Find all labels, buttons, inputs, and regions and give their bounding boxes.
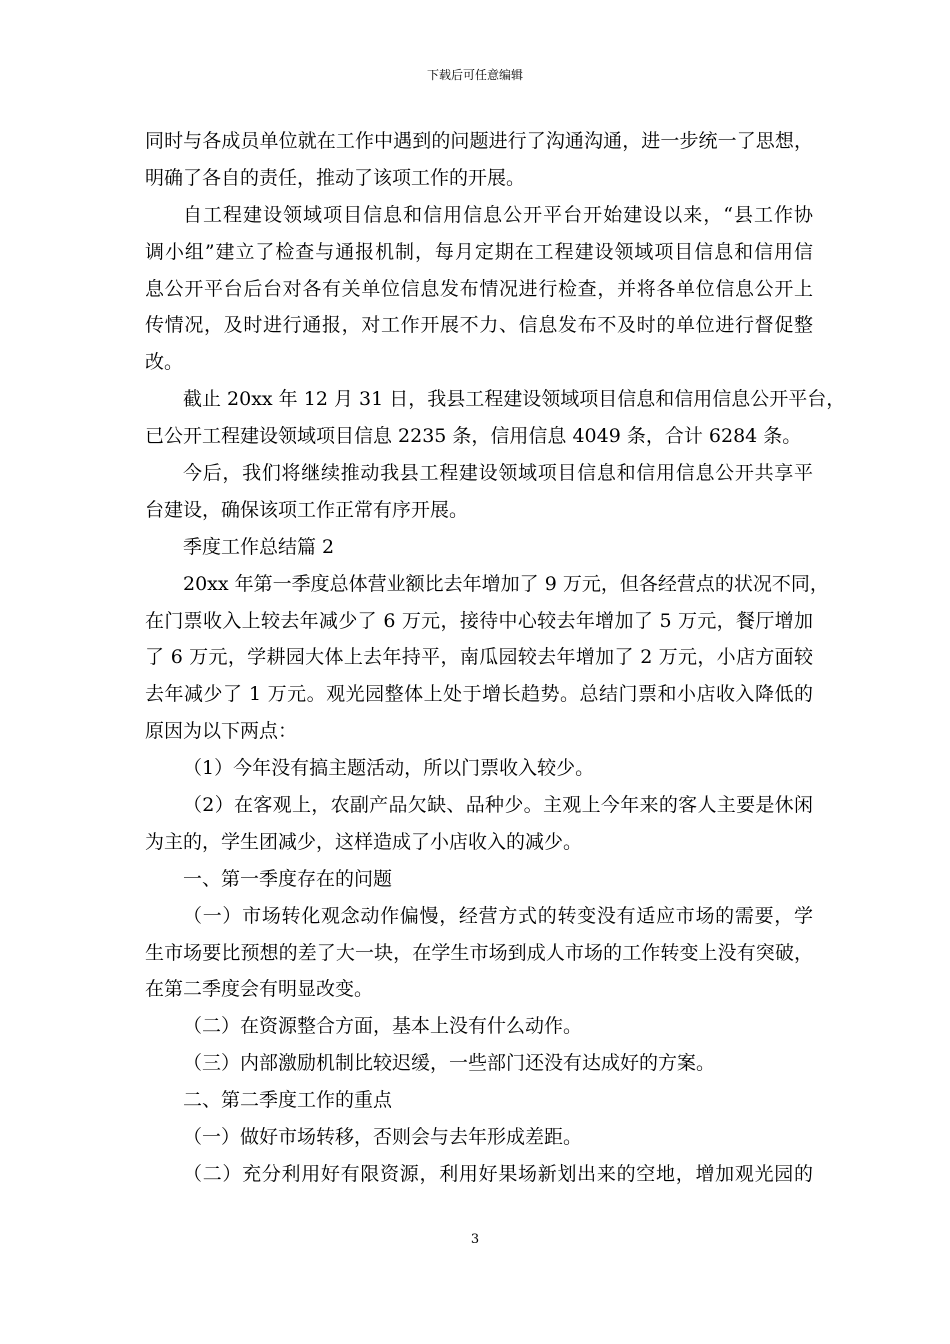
paragraph-line: 改。 <box>145 351 184 374</box>
paragraph-line: 息公开平台后台对各有关单位信息发布情况进行检查，并将各单位信息公开上 <box>145 277 813 300</box>
paragraph-line: （二）在资源整合方面，基本上没有什么动作。 <box>183 1015 583 1038</box>
paragraph-line: 生市场要比预想的差了大一块，在学生市场到成人市场的工作转变上没有突破， <box>145 941 813 964</box>
page-header: 下载后可任意编辑 <box>426 68 523 82</box>
paragraph-line: 在门票收入上较去年减少了 6 万元，接待中心较去年增加了 5 万元，餐厅增加 <box>145 609 813 632</box>
paragraph-line: 明确了各自的责任，推动了该项工作的开展。 <box>145 166 526 189</box>
paragraph-line: 调小组”建立了检查与通报机制，每月定期在工程建设领域项目信息和信用信 <box>145 240 813 263</box>
paragraph-line: 季度工作总结篇 2 <box>183 535 335 558</box>
paragraph-line: 同时与各成员单位就在工作中遇到的问题进行了沟通沟通，进一步统一了思想， <box>145 130 813 152</box>
paragraph-line: 为主的，学生团减少，这样造成了小店收入的减少。 <box>145 830 583 853</box>
paragraph-line: （一）做好市场转移，否则会与去年形成差距。 <box>183 1126 583 1149</box>
paragraph-line: 原因为以下两点： <box>145 720 298 743</box>
paragraph-line: 传情况，及时进行通报，对工作开展不力、信息发布不及时的单位进行督促整 <box>145 314 813 337</box>
paragraph-line: 了 6 万元，学耕园大体上去年持平，南瓜园较去年增加了 2 万元，小店方面较 <box>145 646 813 669</box>
paragraph-line: 已公开工程建设领域项目信息 2235 条，信用信息 4049 条，合计 6284 条。 <box>145 425 802 448</box>
paragraph-line: 截止 20xx 年 12 月 31 日，我县工程建设领域项目信息和信用信息公开平台， <box>183 388 846 411</box>
paragraph-line: 台建设，确保该项工作正常有序开展。 <box>145 498 469 521</box>
page-number: 3 <box>470 1232 480 1247</box>
paragraph-line: （1）今年没有搞主题活动，所以门票收入较少。 <box>183 757 595 780</box>
paragraph-line: 在第二季度会有明显改变。 <box>145 978 374 1001</box>
paragraph-line: （一）市场转化观念动作偏慢，经营方式的转变没有适应市场的需要，学 <box>183 904 813 927</box>
paragraph-line: 今后，我们将继续推动我县工程建设领域项目信息和信用信息公开共享平 <box>183 462 813 485</box>
paragraph-line: 二、第二季度工作的重点 <box>183 1089 393 1112</box>
paragraph-line: （2）在客观上，农副产品欠缺、品种少。主观上今年来的客人主要是休闲 <box>183 794 813 817</box>
paragraph-line: 一、第一季度存在的问题 <box>183 867 393 890</box>
paragraph-line: （三）内部激励机制比较迟缓，一些部门还没有达成好的方案。 <box>183 1052 716 1075</box>
paragraph-line: （二）充分利用好有限资源，利用好果场新划出来的空地，增加观光园的 <box>183 1162 813 1185</box>
paragraph-line: 去年减少了 1 万元。观光园整体上处于增长趋势。总结门票和小店收入降低的 <box>145 683 813 706</box>
paragraph-line: 自工程建设领域项目信息和信用信息公开平台开始建设以来，“县工作协 <box>183 203 813 226</box>
paragraph-line: 20xx 年第一季度总体营业额比去年增加了 9 万元，但各经营点的状况不同， <box>183 572 829 595</box>
document-body <box>145 123 846 1193</box>
